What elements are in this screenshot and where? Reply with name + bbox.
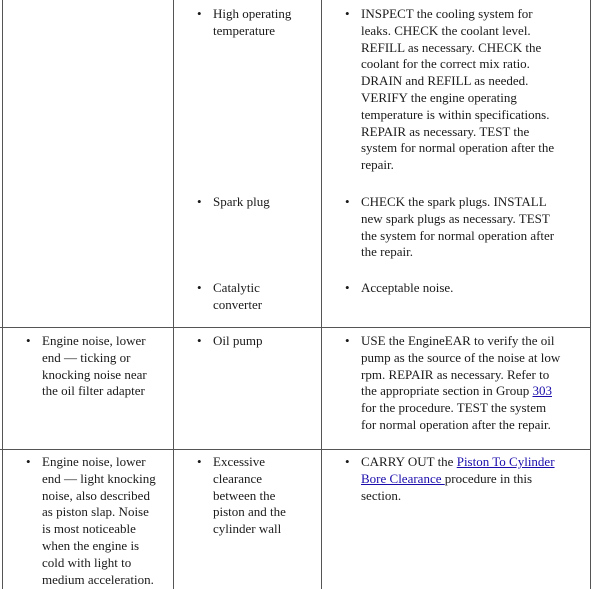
action-acceptable-noise: • Acceptable noise. [345, 280, 454, 295]
row-divider-1 [0, 327, 591, 328]
group-303-link[interactable]: 303 [532, 383, 552, 399]
table-border-right [590, 0, 591, 589]
action-piston-clearance: • CARRY OUT the Piston To Cylinder Bore Clearance procedure in this section. [345, 454, 555, 503]
symptom-ticking-noise: • Engine noise, lower end — ticking or knocking noise near the oil filter adapter [26, 333, 147, 399]
table-border-col1 [173, 0, 174, 589]
row-divider-2 [0, 449, 591, 450]
action-spark-plugs: • CHECK the spark plugs. INSTALL new spark plugs as necessary. TEST the system for normal operation after the repair. [345, 194, 555, 260]
cause-spark-plug: • Spark plug [197, 194, 270, 209]
piston-to-cylinder-bore-clearance-link[interactable]: Piston To Cylinder Bore Clearance [361, 454, 555, 486]
cause-oil-pump: • Oil pump [197, 333, 263, 348]
table-border-left [2, 0, 3, 589]
cause-high-operating-temperature: • High operating temperature [197, 6, 292, 38]
table-border-col2 [321, 0, 322, 589]
cause-excessive-clearance: • Excessive clearance between the piston and the cylinder wall [197, 454, 286, 537]
symptom-piston-slap: • Engine noise, lower end — light knocking noise, also described as piston slap. Noise is most noticeable when the engine is cold with light to medium acceleration. [26, 454, 156, 587]
cause-catalytic-converter: • Catalytic converter [197, 280, 263, 312]
action-oil-pump: • USE the EngineEAR to verify the oil pump as the source of the noise at low rpm. REPAIR as necessary. Refer to the appropriate section in Group 303 for the procedure. TEST the system for normal operation after the repair. [345, 333, 561, 432]
action-cooling-system: • INSPECT the cooling system for leaks. CHECK the coolant level. REFILL as necessary. CHECK the coolant for the correct mix ratio. DRAIN and REFILL as needed. VERIFY the engine operating temperature is within specifications. REPAIR as necessary. TEST the system for normal operation after the repair. [345, 6, 555, 173]
